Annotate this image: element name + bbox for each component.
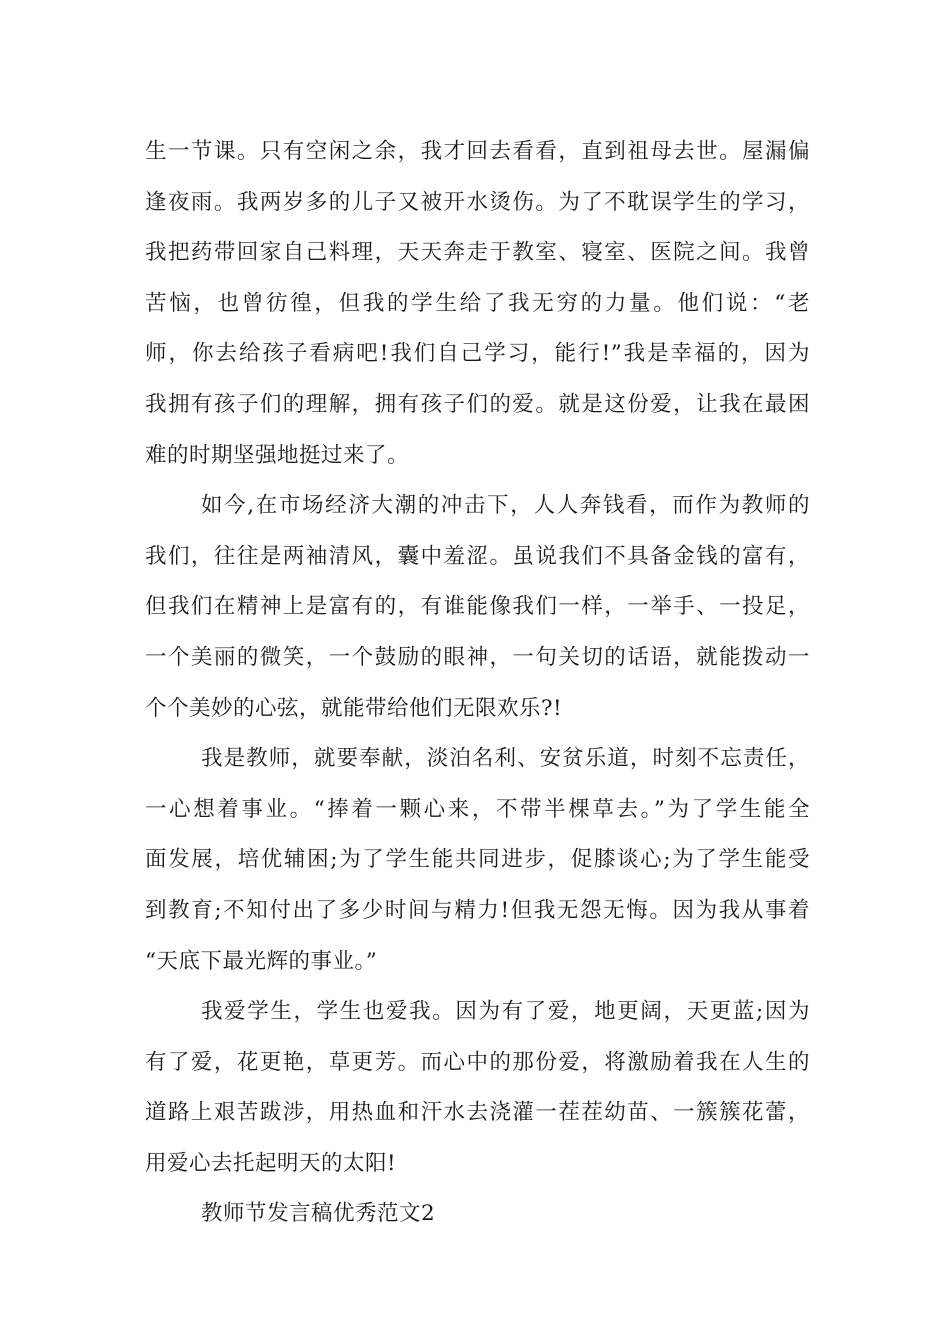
document-body xyxy=(145,127,810,1240)
text-line: 但我们在精神上是富有的，有谁能像我们一样，一举手、一投足， xyxy=(145,594,810,620)
text-line: 道路上艰苦跋涉，用热血和汗水去浇灌一茬茬幼苗、一簇簇花蕾， xyxy=(145,1100,810,1126)
text-line: 我是教师，就要奉献，淡泊名利、安贫乐道，时刻不忘责任， xyxy=(201,746,810,772)
text-line: 到教育;不知付出了多少时间与精力!但我无怨无悔。因为我从事着 xyxy=(145,897,810,923)
text-line: 我们，往往是两袖清风，囊中羞涩。虽说我们不具备金钱的富有， xyxy=(145,543,810,569)
paragraph xyxy=(145,127,810,481)
paragraph xyxy=(145,734,810,987)
text-line: 苦恼，也曾彷徨，但我的学生给了我无穷的力量。他们说：“老 xyxy=(145,290,810,316)
text-line: 逢夜雨。我两岁多的儿子又被开水烫伤。为了不耽误学生的学习， xyxy=(145,189,810,215)
text-line: 个个美妙的心弦，就能带给他们无限欢乐?! xyxy=(145,695,563,721)
text-line: 我爱学生，学生也爱我。因为有了爱，地更阔，天更蓝;因为 xyxy=(201,999,810,1025)
text-line: 我拥有孩子们的理解，拥有孩子们的爱。就是这份爱，让我在最困 xyxy=(145,391,810,417)
text-line: 有了爱，花更艳，草更芳。而心中的那份爱，将激励着我在人生的 xyxy=(145,1049,810,1075)
text-line: 我把药带回家自己料理，天天奔走于教室、寝室、医院之间。我曾 xyxy=(145,240,810,266)
paragraph xyxy=(145,481,810,734)
text-line: “天底下最光辉的事业。” xyxy=(145,948,378,974)
paragraph xyxy=(145,987,810,1189)
text-line: 用爱心去托起明天的太阳! xyxy=(145,1150,397,1176)
text-line: 一个美丽的微笑，一个鼓励的眼神，一句关切的话语，就能拨动一 xyxy=(145,644,810,670)
text-line: 面发展，培优辅困;为了学生能共同进步，促膝谈心;为了学生能受 xyxy=(145,847,810,873)
section-heading: 教师节发言稿优秀范文2 xyxy=(201,1201,436,1227)
text-line: 如今,在市场经济大潮的冲击下，人人奔钱看，而作为教师的 xyxy=(201,493,810,519)
text-line: 师，你去给孩子看病吧!我们自己学习，能行!”我是幸福的，因为 xyxy=(145,341,810,367)
text-line: 生一节课。只有空闲之余，我才回去看看，直到祖母去世。屋漏偏 xyxy=(145,139,810,164)
text-line: 难的时期坚强地挺过来了。 xyxy=(145,442,410,468)
text-line: 一心想着事业。“捧着一颗心来，不带半棵草去。”为了学生能全 xyxy=(145,796,810,822)
